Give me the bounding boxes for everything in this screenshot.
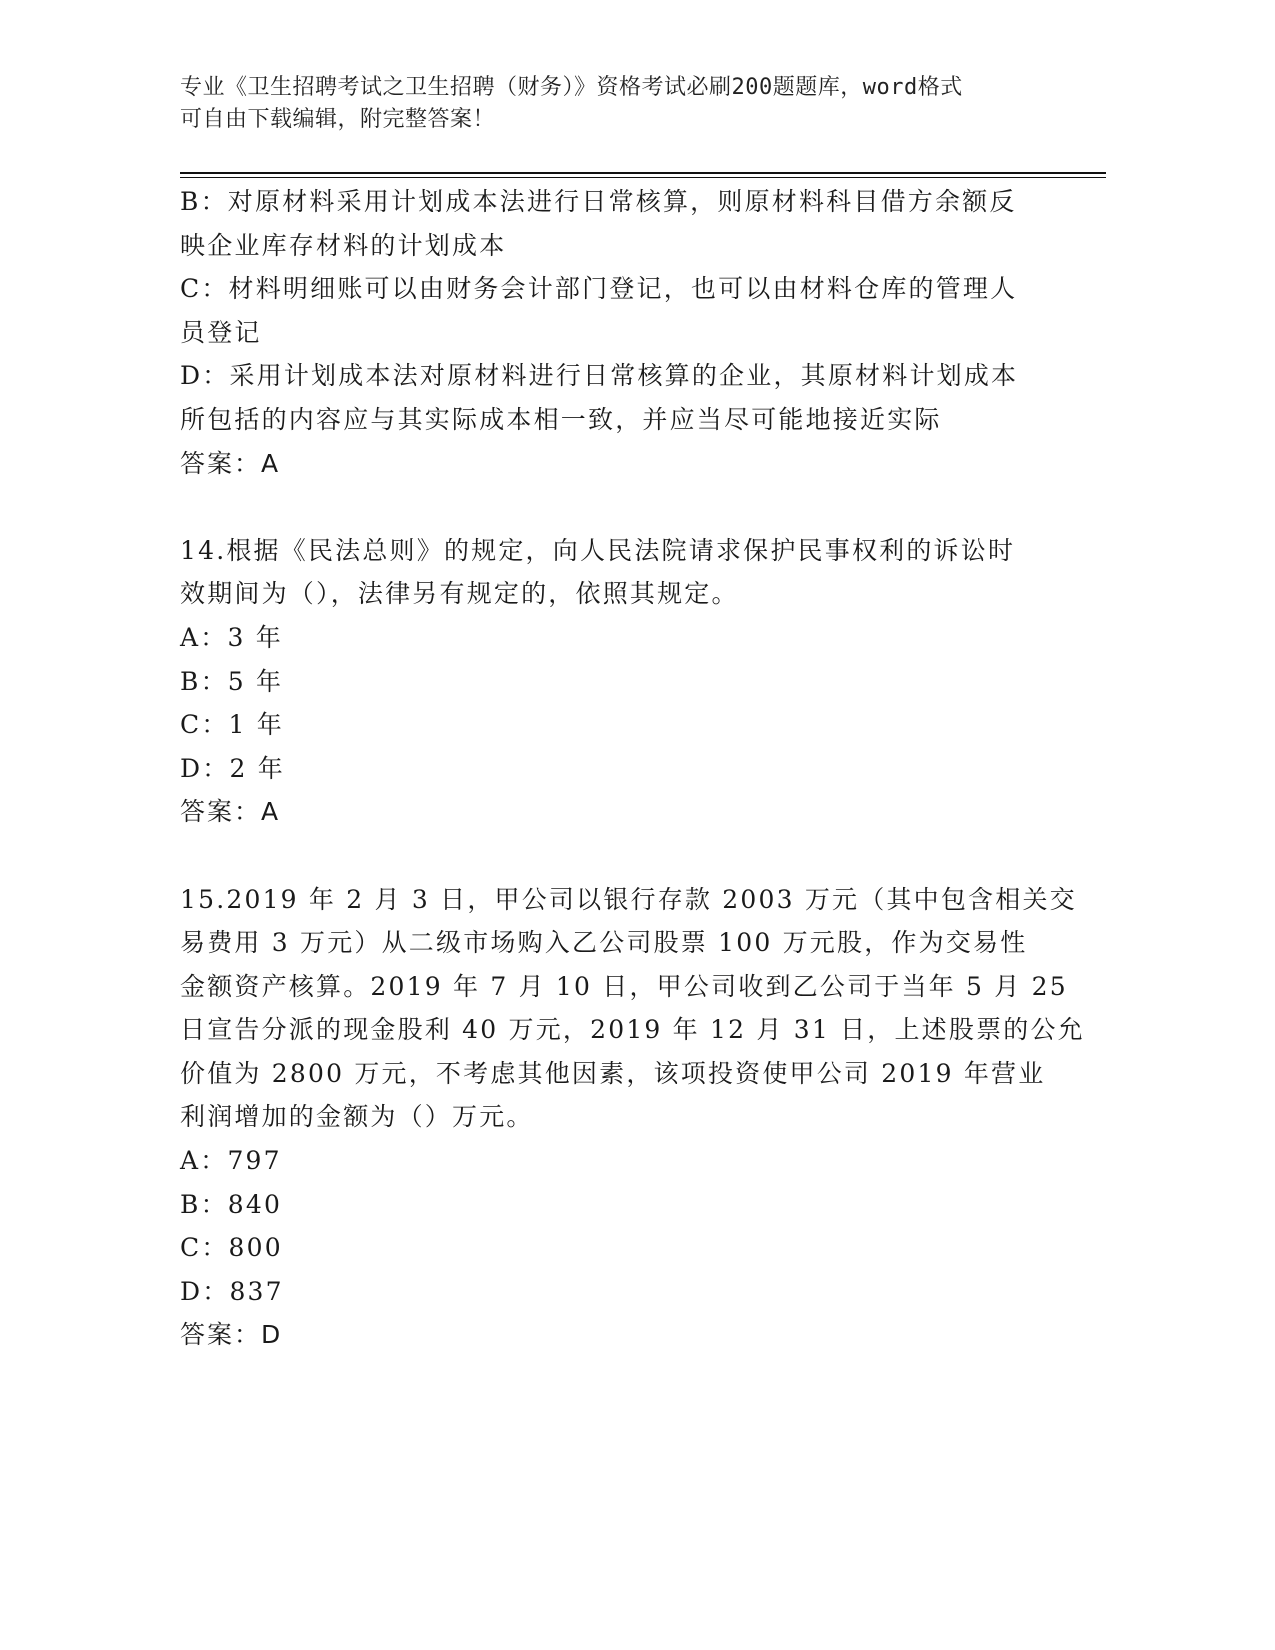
q15-stem-line-2: 易费用 3 万元）从二级市场购入乙公司股票 100 万元股，作为交易性: [180, 928, 1028, 958]
q15-stem-line-4: 日宣告分派的现金股利 40 万元，2019 年 12 月 31 日，上述股票的公允: [180, 1015, 1085, 1045]
q15-option-b: B：840: [180, 1189, 283, 1219]
header-title-line-1: 专业《卫生招聘考试之卫生招聘（财务）》资格考试必刷200题题库，word格式: [180, 75, 963, 100]
header-title-line-2: 可自由下载编辑，附完整答案！: [180, 107, 496, 132]
q14-option-c: C：1 年: [180, 710, 284, 740]
q13-option-b-line-1: B：对原材料采用计划成本法进行日常核算，则原材料科目借方余额反: [180, 187, 1017, 216]
q13-option-b-line-2: 映企业库存材料的计划成本: [180, 230, 507, 260]
q13-option-d-line-1: D：采用计划成本法对原材料进行日常核算的企业，其原材料计划成本: [180, 361, 1019, 391]
question-14: [180, 529, 1040, 834]
q13-option-d-line-2: 所包括的内容应与其实际成本相一致，并应当尽可能地接近实际: [180, 404, 942, 434]
q15-option-c: C：800: [180, 1233, 283, 1263]
q14-stem-line-1: 14.根据《民法总则》的规定，向人民法院请求保护民事权利的诉讼时: [180, 535, 1016, 565]
q14-option-d: D：2 年: [180, 753, 285, 783]
q14-stem-line-2: 效期间为（），法律另有规定的，依照其规定。: [180, 579, 739, 609]
q15-option-d: D：837: [180, 1276, 284, 1306]
page-header: [180, 72, 1040, 136]
spacer: [180, 834, 1040, 878]
q15-stem-line-6: 利润增加的金额为（）万元。: [180, 1102, 534, 1132]
q13-option-c-line-2: 员登记: [180, 317, 262, 347]
question-content: [180, 180, 1085, 1357]
q14-answer: 答案：A: [180, 797, 281, 827]
question-13-tail: [180, 180, 1040, 485]
q15-stem-line-1: 15.2019 年 2 月 3 日，甲公司以银行存款 2003 万元（其中包含相关交: [180, 884, 1077, 914]
q15-stem-line-3: 金额资产核算。2019 年 7 月 10 日，甲公司收到乙公司于当年 5 月 25: [180, 971, 1068, 1001]
q15-answer: 答案：D: [180, 1320, 283, 1350]
q14-option-b: B：5 年: [180, 666, 284, 696]
q14-option-a: A：3 年: [180, 622, 283, 652]
q15-stem-line-5: 价值为 2800 万元，不考虑其他因素，该项投资使甲公司 2019 年营业: [180, 1058, 1046, 1088]
question-15: [180, 878, 1085, 1358]
header-divider: [180, 172, 1106, 178]
q13-option-c-line-1: C：材料明细账可以由财务会计部门登记，也可以由材料仓库的管理人: [180, 274, 1018, 304]
spacer: [180, 485, 1040, 529]
q13-answer: 答案：A: [180, 448, 281, 478]
q15-option-a: A：797: [180, 1146, 282, 1176]
